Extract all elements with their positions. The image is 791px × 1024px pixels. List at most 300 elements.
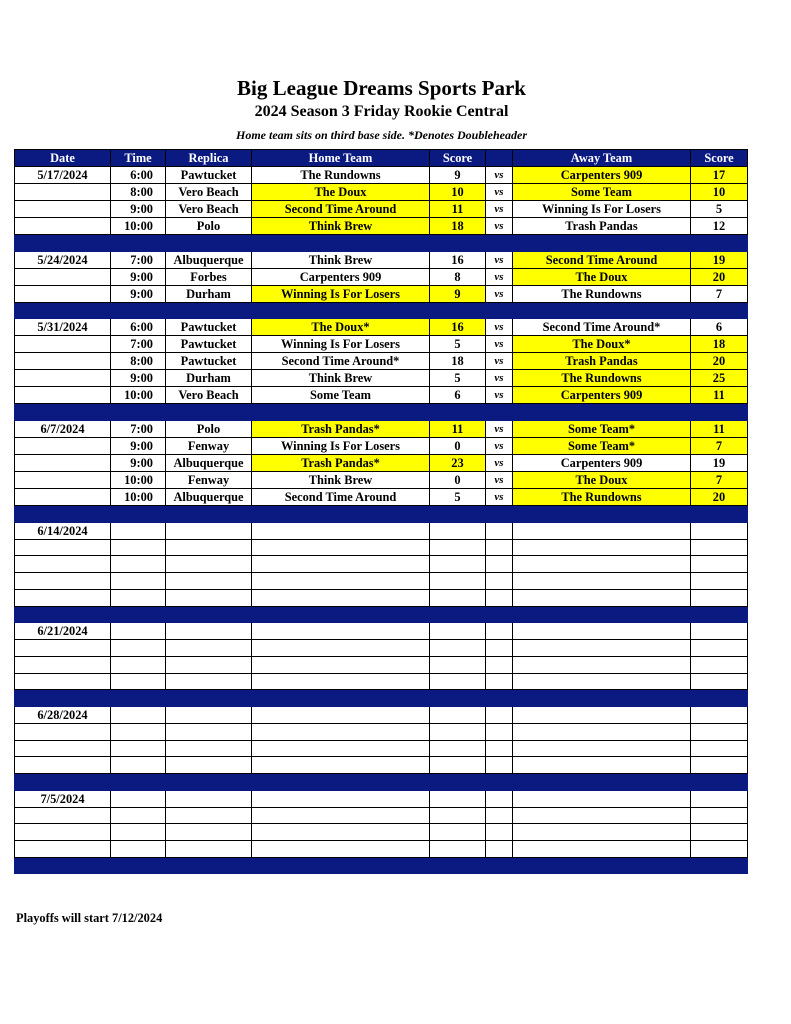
vs-label bbox=[486, 757, 513, 774]
footer-note: Playoffs will start 7/12/2024 bbox=[16, 911, 163, 925]
game-replica: Polo bbox=[166, 218, 252, 235]
vs-label: vs bbox=[486, 167, 513, 184]
game-time: 10:00 bbox=[111, 218, 166, 235]
game-replica bbox=[166, 757, 252, 774]
game-time bbox=[111, 589, 166, 606]
away-score: 19 bbox=[691, 455, 748, 472]
away-score bbox=[691, 623, 748, 640]
game-replica bbox=[166, 673, 252, 690]
game-replica: Vero Beach bbox=[166, 387, 252, 404]
home-score: 9 bbox=[430, 167, 486, 184]
away-score bbox=[691, 790, 748, 807]
home-team bbox=[252, 640, 430, 657]
separator-cell bbox=[166, 235, 252, 252]
game-date bbox=[15, 336, 111, 353]
game-row bbox=[15, 167, 748, 184]
empty-row bbox=[15, 841, 748, 858]
away-score: 6 bbox=[691, 319, 748, 336]
game-replica bbox=[166, 656, 252, 673]
separator-cell bbox=[430, 690, 486, 707]
game-date bbox=[15, 285, 111, 302]
away-score bbox=[691, 656, 748, 673]
separator-cell bbox=[15, 235, 111, 252]
game-replica bbox=[166, 522, 252, 539]
vs-label bbox=[486, 824, 513, 841]
away-team bbox=[513, 623, 691, 640]
home-score bbox=[430, 556, 486, 573]
home-team bbox=[252, 807, 430, 824]
game-row bbox=[15, 472, 748, 489]
game-date bbox=[15, 184, 111, 201]
home-score bbox=[430, 589, 486, 606]
separator-cell bbox=[111, 774, 166, 791]
home-score bbox=[430, 757, 486, 774]
col-header-date: Date bbox=[15, 150, 111, 167]
home-team bbox=[252, 706, 430, 723]
vs-label bbox=[486, 807, 513, 824]
game-date bbox=[15, 556, 111, 573]
home-score: 18 bbox=[430, 218, 486, 235]
vs-label: vs bbox=[486, 184, 513, 201]
away-team bbox=[513, 556, 691, 573]
separator-cell bbox=[430, 235, 486, 252]
away-score bbox=[691, 841, 748, 858]
game-date bbox=[15, 589, 111, 606]
schedule-table bbox=[14, 149, 748, 874]
home-team bbox=[252, 740, 430, 757]
home-score bbox=[430, 706, 486, 723]
home-score: 9 bbox=[430, 285, 486, 302]
away-team: The Doux* bbox=[513, 336, 691, 353]
home-team bbox=[252, 522, 430, 539]
away-score bbox=[691, 522, 748, 539]
away-team bbox=[513, 757, 691, 774]
game-replica bbox=[166, 723, 252, 740]
game-replica: Fenway bbox=[166, 472, 252, 489]
game-time: 10:00 bbox=[111, 489, 166, 506]
away-team: Some Team* bbox=[513, 438, 691, 455]
game-time bbox=[111, 740, 166, 757]
away-score: 7 bbox=[691, 472, 748, 489]
separator-cell bbox=[111, 302, 166, 319]
separator-cell bbox=[691, 774, 748, 791]
away-team: Trash Pandas bbox=[513, 218, 691, 235]
away-score: 10 bbox=[691, 184, 748, 201]
col-header-home-score: Score bbox=[430, 150, 486, 167]
home-team bbox=[252, 556, 430, 573]
game-time: 9:00 bbox=[111, 438, 166, 455]
game-time: 10:00 bbox=[111, 472, 166, 489]
game-date: 6/21/2024 bbox=[15, 623, 111, 640]
separator-cell bbox=[430, 606, 486, 623]
away-score: 11 bbox=[691, 387, 748, 404]
empty-row bbox=[15, 573, 748, 590]
col-header-time: Time bbox=[111, 150, 166, 167]
home-team bbox=[252, 623, 430, 640]
away-score: 7 bbox=[691, 285, 748, 302]
game-date bbox=[15, 489, 111, 506]
separator-cell bbox=[111, 690, 166, 707]
game-time: 9:00 bbox=[111, 268, 166, 285]
separator-cell bbox=[513, 690, 691, 707]
home-score: 10 bbox=[430, 184, 486, 201]
separator-cell bbox=[252, 857, 430, 874]
schedule-body bbox=[15, 167, 748, 874]
vs-label bbox=[486, 623, 513, 640]
game-replica bbox=[166, 740, 252, 757]
game-time bbox=[111, 807, 166, 824]
game-date bbox=[15, 807, 111, 824]
game-row bbox=[15, 421, 748, 438]
home-score: 5 bbox=[430, 336, 486, 353]
away-score bbox=[691, 706, 748, 723]
home-team bbox=[252, 673, 430, 690]
game-replica: Forbes bbox=[166, 268, 252, 285]
separator-cell bbox=[252, 404, 430, 421]
separator-cell bbox=[486, 235, 513, 252]
game-row bbox=[15, 201, 748, 218]
game-row bbox=[15, 387, 748, 404]
away-score: 20 bbox=[691, 353, 748, 370]
game-time bbox=[111, 556, 166, 573]
away-score: 5 bbox=[691, 201, 748, 218]
empty-row bbox=[15, 522, 748, 539]
game-date bbox=[15, 201, 111, 218]
separator-cell bbox=[486, 606, 513, 623]
separator-cell bbox=[111, 235, 166, 252]
game-date: 6/7/2024 bbox=[15, 421, 111, 438]
game-row bbox=[15, 319, 748, 336]
vs-label bbox=[486, 740, 513, 757]
game-row bbox=[15, 285, 748, 302]
empty-row bbox=[15, 723, 748, 740]
separator-cell bbox=[166, 404, 252, 421]
game-time bbox=[111, 790, 166, 807]
col-header-vs bbox=[486, 150, 513, 167]
separator-cell bbox=[691, 404, 748, 421]
game-replica: Vero Beach bbox=[166, 184, 252, 201]
separator-cell bbox=[15, 404, 111, 421]
game-date: 5/17/2024 bbox=[15, 167, 111, 184]
separator-cell bbox=[252, 774, 430, 791]
away-score: 25 bbox=[691, 370, 748, 387]
home-team bbox=[252, 539, 430, 556]
game-replica: Pawtucket bbox=[166, 167, 252, 184]
game-replica: Pawtucket bbox=[166, 319, 252, 336]
away-team bbox=[513, 656, 691, 673]
empty-row bbox=[15, 706, 748, 723]
separator-cell bbox=[513, 404, 691, 421]
game-date bbox=[15, 673, 111, 690]
home-team: Carpenters 909 bbox=[252, 268, 430, 285]
separator-cell bbox=[430, 404, 486, 421]
separator-cell bbox=[513, 302, 691, 319]
separator-cell bbox=[252, 506, 430, 523]
home-team: Trash Pandas* bbox=[252, 421, 430, 438]
separator-cell bbox=[691, 857, 748, 874]
vs-label: vs bbox=[486, 421, 513, 438]
away-team: Trash Pandas bbox=[513, 353, 691, 370]
empty-row bbox=[15, 807, 748, 824]
separator-cell bbox=[691, 302, 748, 319]
empty-row bbox=[15, 824, 748, 841]
header-note: Home team sits on third base side. *Denotes Doubleheader bbox=[236, 128, 527, 142]
home-score bbox=[430, 623, 486, 640]
separator-cell bbox=[166, 690, 252, 707]
game-date: 6/28/2024 bbox=[15, 706, 111, 723]
home-team bbox=[252, 757, 430, 774]
separator-cell bbox=[513, 857, 691, 874]
away-score bbox=[691, 589, 748, 606]
game-date bbox=[15, 656, 111, 673]
separator-cell bbox=[111, 857, 166, 874]
separator-cell bbox=[166, 857, 252, 874]
game-date bbox=[15, 268, 111, 285]
away-team bbox=[513, 589, 691, 606]
game-row bbox=[15, 336, 748, 353]
vs-label: vs bbox=[486, 353, 513, 370]
home-score: 5 bbox=[430, 370, 486, 387]
away-score bbox=[691, 556, 748, 573]
game-replica bbox=[166, 539, 252, 556]
separator-cell bbox=[430, 857, 486, 874]
home-score: 8 bbox=[430, 268, 486, 285]
home-team: Trash Pandas* bbox=[252, 455, 430, 472]
week-separator bbox=[15, 774, 748, 791]
away-score bbox=[691, 807, 748, 824]
home-score bbox=[430, 824, 486, 841]
game-date bbox=[15, 539, 111, 556]
page-title: Big League Dreams Sports Park bbox=[237, 76, 526, 100]
vs-label bbox=[486, 556, 513, 573]
away-team: Winning Is For Losers bbox=[513, 201, 691, 218]
away-score bbox=[691, 740, 748, 757]
vs-label: vs bbox=[486, 336, 513, 353]
away-score bbox=[691, 539, 748, 556]
empty-row bbox=[15, 757, 748, 774]
week-separator bbox=[15, 302, 748, 319]
game-replica: Pawtucket bbox=[166, 353, 252, 370]
separator-cell bbox=[252, 302, 430, 319]
home-score bbox=[430, 790, 486, 807]
home-team bbox=[252, 790, 430, 807]
game-time bbox=[111, 757, 166, 774]
col-header-away-score: Score bbox=[691, 150, 748, 167]
game-date bbox=[15, 824, 111, 841]
separator-cell bbox=[430, 302, 486, 319]
game-row bbox=[15, 268, 748, 285]
game-time: 7:00 bbox=[111, 336, 166, 353]
separator-cell bbox=[513, 606, 691, 623]
game-row bbox=[15, 455, 748, 472]
game-replica: Durham bbox=[166, 285, 252, 302]
game-date bbox=[15, 387, 111, 404]
home-score: 11 bbox=[430, 421, 486, 438]
game-time: 6:00 bbox=[111, 167, 166, 184]
vs-label bbox=[486, 640, 513, 657]
game-date bbox=[15, 573, 111, 590]
separator-cell bbox=[15, 506, 111, 523]
home-score: 6 bbox=[430, 387, 486, 404]
game-replica: Albuquerque bbox=[166, 251, 252, 268]
separator-cell bbox=[430, 774, 486, 791]
separator-cell bbox=[486, 857, 513, 874]
game-replica bbox=[166, 841, 252, 858]
away-score bbox=[691, 640, 748, 657]
empty-row bbox=[15, 640, 748, 657]
game-time: 9:00 bbox=[111, 201, 166, 218]
game-time bbox=[111, 656, 166, 673]
game-time: 9:00 bbox=[111, 370, 166, 387]
away-team: The Rundowns bbox=[513, 370, 691, 387]
separator-cell bbox=[252, 235, 430, 252]
week-separator bbox=[15, 404, 748, 421]
home-score bbox=[430, 740, 486, 757]
vs-label: vs bbox=[486, 285, 513, 302]
game-row bbox=[15, 370, 748, 387]
separator-cell bbox=[15, 690, 111, 707]
away-team: Carpenters 909 bbox=[513, 167, 691, 184]
vs-label bbox=[486, 589, 513, 606]
vs-label bbox=[486, 790, 513, 807]
separator-cell bbox=[691, 690, 748, 707]
vs-label: vs bbox=[486, 201, 513, 218]
game-replica: Fenway bbox=[166, 438, 252, 455]
away-team: Second Time Around bbox=[513, 251, 691, 268]
away-score bbox=[691, 824, 748, 841]
away-team bbox=[513, 522, 691, 539]
away-team bbox=[513, 841, 691, 858]
away-score: 18 bbox=[691, 336, 748, 353]
home-team bbox=[252, 723, 430, 740]
separator-cell bbox=[486, 302, 513, 319]
game-replica: Durham bbox=[166, 370, 252, 387]
game-time bbox=[111, 573, 166, 590]
game-time bbox=[111, 673, 166, 690]
away-score: 20 bbox=[691, 489, 748, 506]
home-team: Second Time Around* bbox=[252, 353, 430, 370]
vs-label: vs bbox=[486, 268, 513, 285]
game-date: 7/5/2024 bbox=[15, 790, 111, 807]
game-time: 7:00 bbox=[111, 421, 166, 438]
away-score bbox=[691, 723, 748, 740]
game-date bbox=[15, 472, 111, 489]
game-date: 5/24/2024 bbox=[15, 251, 111, 268]
separator-cell bbox=[166, 506, 252, 523]
separator-cell bbox=[513, 235, 691, 252]
separator-cell bbox=[691, 506, 748, 523]
away-team bbox=[513, 539, 691, 556]
empty-row bbox=[15, 673, 748, 690]
game-row bbox=[15, 251, 748, 268]
away-score bbox=[691, 757, 748, 774]
away-team bbox=[513, 790, 691, 807]
game-replica bbox=[166, 573, 252, 590]
home-team: The Doux bbox=[252, 184, 430, 201]
separator-cell bbox=[691, 235, 748, 252]
home-team bbox=[252, 656, 430, 673]
away-team bbox=[513, 640, 691, 657]
game-replica: Polo bbox=[166, 421, 252, 438]
vs-label bbox=[486, 573, 513, 590]
vs-label: vs bbox=[486, 455, 513, 472]
game-time bbox=[111, 706, 166, 723]
away-team bbox=[513, 740, 691, 757]
separator-cell bbox=[486, 404, 513, 421]
week-separator bbox=[15, 690, 748, 707]
game-replica bbox=[166, 556, 252, 573]
separator-cell bbox=[111, 506, 166, 523]
header-row bbox=[15, 150, 748, 167]
page-subtitle: 2024 Season 3 Friday Rookie Central bbox=[254, 103, 509, 120]
home-team: Second Time Around bbox=[252, 201, 430, 218]
away-team: The Doux bbox=[513, 268, 691, 285]
home-score bbox=[430, 656, 486, 673]
empty-row bbox=[15, 539, 748, 556]
game-date bbox=[15, 218, 111, 235]
vs-label bbox=[486, 706, 513, 723]
away-score: 11 bbox=[691, 421, 748, 438]
home-team: Winning Is For Losers bbox=[252, 336, 430, 353]
home-score bbox=[430, 640, 486, 657]
vs-label: vs bbox=[486, 438, 513, 455]
empty-row bbox=[15, 740, 748, 757]
game-replica bbox=[166, 790, 252, 807]
week-separator bbox=[15, 606, 748, 623]
game-replica bbox=[166, 824, 252, 841]
game-date bbox=[15, 740, 111, 757]
away-team: Carpenters 909 bbox=[513, 455, 691, 472]
separator-cell bbox=[166, 606, 252, 623]
separator-cell bbox=[486, 774, 513, 791]
game-time: 8:00 bbox=[111, 353, 166, 370]
game-replica bbox=[166, 623, 252, 640]
separator-cell bbox=[166, 774, 252, 791]
game-replica: Vero Beach bbox=[166, 201, 252, 218]
empty-row bbox=[15, 556, 748, 573]
separator-cell bbox=[252, 690, 430, 707]
separator-cell bbox=[252, 606, 430, 623]
away-score: 20 bbox=[691, 268, 748, 285]
game-date bbox=[15, 370, 111, 387]
home-team: Think Brew bbox=[252, 251, 430, 268]
separator-cell bbox=[166, 302, 252, 319]
away-score: 19 bbox=[691, 251, 748, 268]
separator-cell bbox=[111, 606, 166, 623]
away-team bbox=[513, 723, 691, 740]
game-time bbox=[111, 841, 166, 858]
home-score: 23 bbox=[430, 455, 486, 472]
away-score: 7 bbox=[691, 438, 748, 455]
away-team bbox=[513, 807, 691, 824]
game-time bbox=[111, 723, 166, 740]
vs-label: vs bbox=[486, 319, 513, 336]
home-team: Winning Is For Losers bbox=[252, 438, 430, 455]
home-team: The Rundowns bbox=[252, 167, 430, 184]
game-replica: Albuquerque bbox=[166, 455, 252, 472]
game-replica bbox=[166, 589, 252, 606]
week-separator bbox=[15, 235, 748, 252]
away-team bbox=[513, 706, 691, 723]
home-score: 5 bbox=[430, 489, 486, 506]
away-team: Some Team bbox=[513, 184, 691, 201]
game-date bbox=[15, 640, 111, 657]
home-team: Some Team bbox=[252, 387, 430, 404]
home-score: 0 bbox=[430, 472, 486, 489]
empty-row bbox=[15, 656, 748, 673]
game-date bbox=[15, 353, 111, 370]
vs-label: vs bbox=[486, 218, 513, 235]
